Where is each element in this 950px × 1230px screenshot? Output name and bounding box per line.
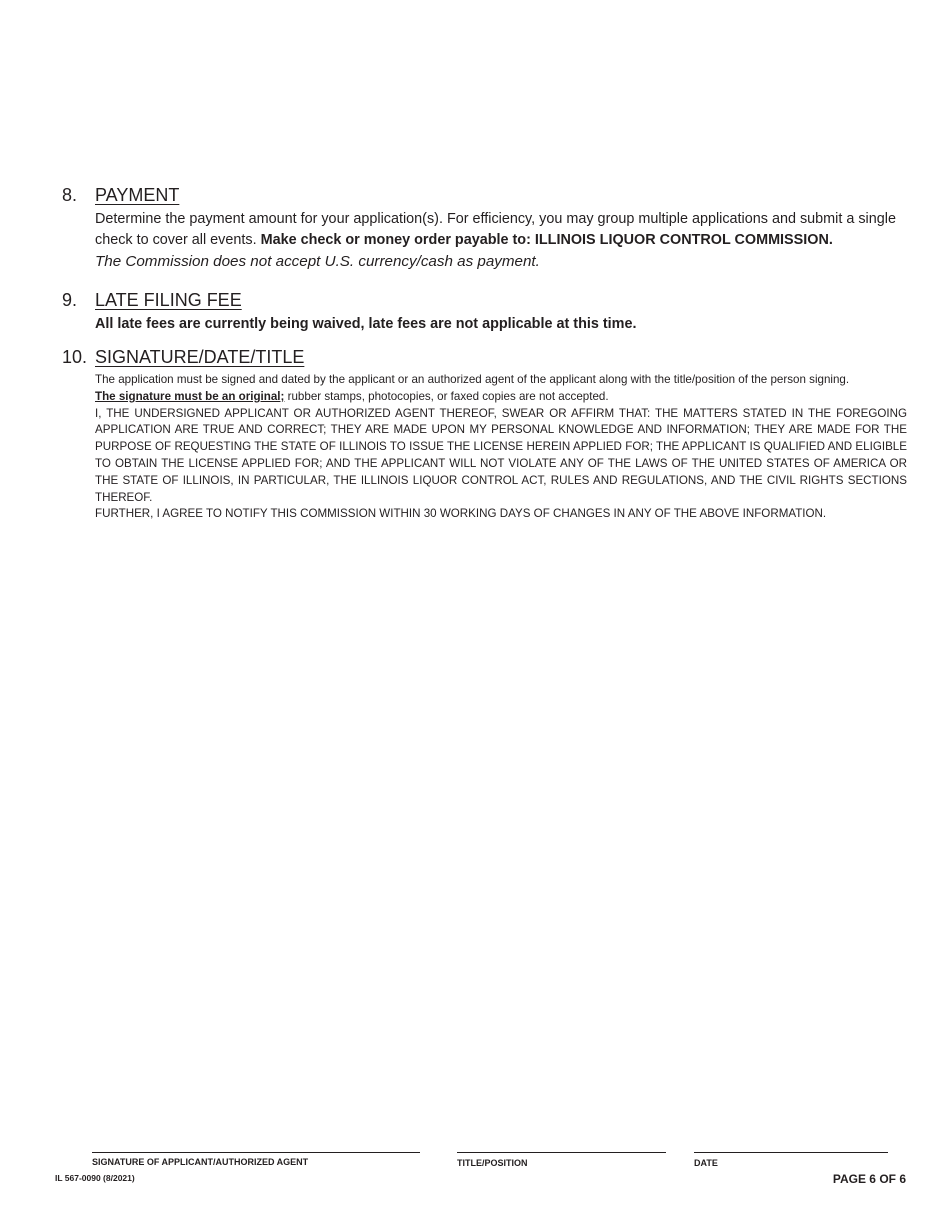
section-number: 8. (62, 185, 78, 205)
signature-requirement: The application must be signed and dated by the applicant or an authorized agent of the applicant along with the title/position of the person signing. (95, 373, 850, 386)
payment-paragraph (95, 209, 907, 251)
section-title: SIGNATURE/DATE/TITLE (95, 347, 305, 367)
title-position-input-line[interactable] (457, 1152, 666, 1153)
notify-text: FURTHER, I AGREE TO NOTIFY THIS COMMISSION WITHIN 30 WORKING DAYS OF CHANGES IN ANY OF THE ABOVE INFORMATION. (95, 507, 827, 521)
original-required: The signature must be an original; (95, 389, 285, 403)
page-number: PAGE 6 OF 6 (832, 1172, 906, 1186)
section-number: 9. (62, 290, 78, 310)
section-number: 10. (62, 347, 88, 367)
payment-cash-note: The Commission does not accept U.S. currency/cash as payment. (95, 253, 540, 270)
payment-intro: Determine the payment amount for your application(s). For efficiency, you may group multiple applications and submit a single check to cover all events. (95, 211, 896, 248)
section-title: PAYMENT (95, 185, 180, 205)
section-title: LATE FILING FEE (95, 290, 242, 310)
section-body (95, 209, 907, 272)
section-body (95, 372, 907, 523)
date-input-line[interactable] (694, 1152, 888, 1153)
payment-payable-to: Make check or money order payable to: ILLINOIS LIQUOR CONTROL COMMISSION. (260, 232, 833, 248)
date-label: DATE (694, 1158, 718, 1168)
form-id: IL 567-0090 (8/2021) (55, 1173, 135, 1183)
oath-text: I, THE UNDERSIGNED APPLICANT OR AUTHORIZED AGENT THEREOF, SWEAR OR AFFIRM THAT: THE MATTERS STATED IN THE FOREGOING APPLICATION ARE TRUE AND CORRECT; THEY ARE MADE UPON MY PERSONAL KNOWLEDGE AND INFORMATION; THEY ARE MADE FOR THE PURPOSE OF REQUESTING THE STATE OF ILLINOIS TO ISSUE THE LICENSE HEREIN APPLIED FOR; THE APPLICANT IS QUALIFIED AND ELIGIBLE TO OBTAIN THE LICENSE APPLIED FOR; AND THE APPLICANT WILL NOT VIOLATE ANY OF THE LAWS OF THE UNITED STATES OF AMERICA OR THE STATE OF ILLINOIS, IN PARTICULAR, THE ILLINOIS LIQUOR CONTROL ACT, RULES AND REGULATIONS, AND THE CIVIL RIGHTS SECTIONS THEREOF. (95, 406, 907, 504)
original-rest: rubber stamps, photocopies, or faxed copies are not accepted. (284, 389, 609, 403)
signature-label: SIGNATURE OF APPLICANT/AUTHORIZED AGENT (92, 1157, 309, 1167)
title-position-label: TITLE/POSITION (457, 1158, 528, 1168)
original-signature-note (95, 389, 907, 406)
late-fee-note: All late fees are currently being waived, late fees are not applicable at this time. (95, 316, 637, 332)
signature-input-line[interactable] (92, 1152, 420, 1153)
